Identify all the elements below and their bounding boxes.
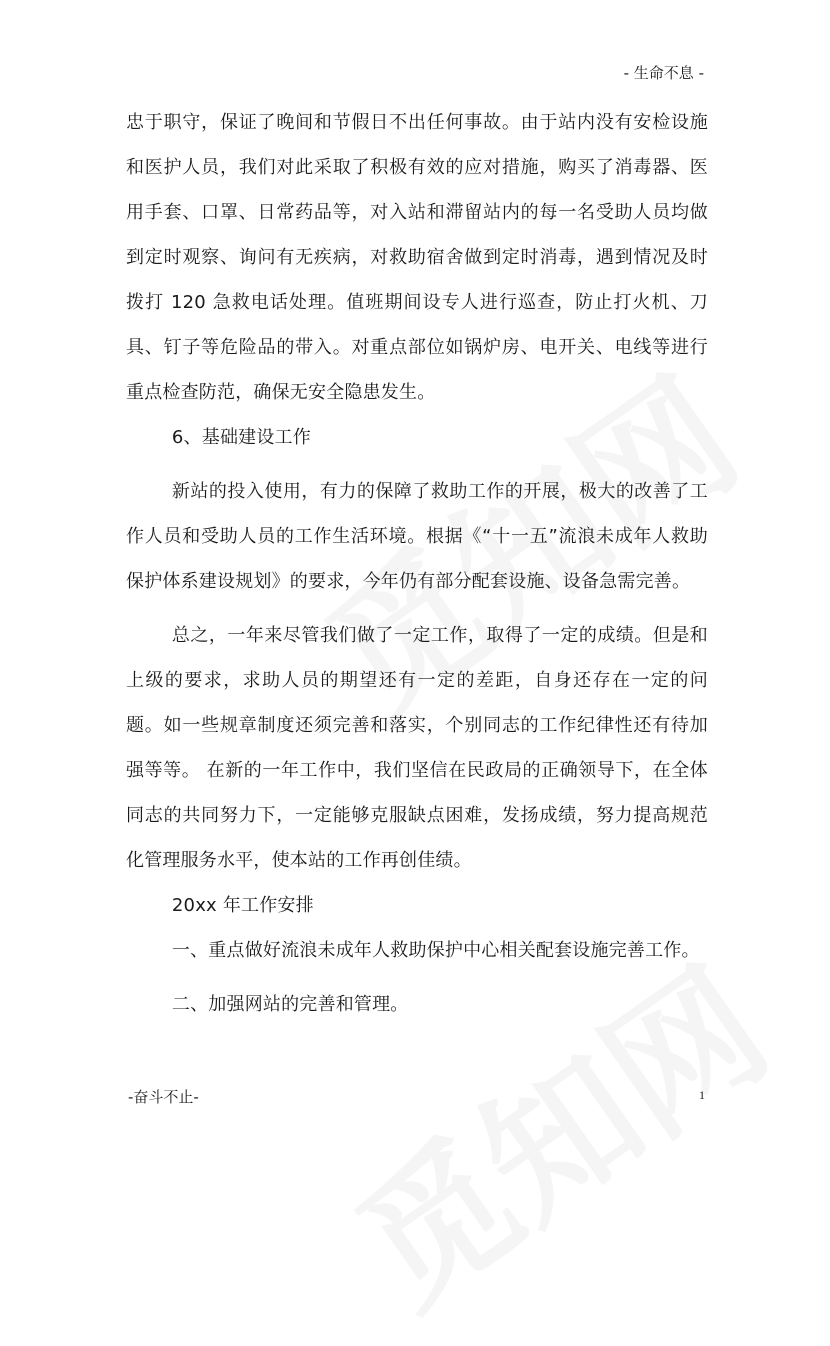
paragraph-summary: 总之，一年来尽管我们做了一定工作，取得了一定的成绩。但是和上级的要求，求助人员的期望还有一定的差距，自身还存在一定的问题。如一些规章制度还须完善和落实，个别同志的工作纪律性还有待加强等等。 在新的一年工作中，我们坚信在民政局的正确领导下，在全体同志的共同努力下，一定能够克服缺点困难，发扬成绩，努力提高规范化管理服务水平，使本站的工作再创佳绩。 (126, 625, 708, 871)
footer-motto: -奋斗不止- (128, 1088, 199, 1106)
page-number: 1 (699, 1088, 705, 1102)
plan-item-1: 一、重点做好流浪未成年人救助保护中心相关配套设施完善工作。 (171, 940, 700, 961)
section-heading-work-plan: 20xx 年工作安排 (171, 895, 314, 916)
section-heading-infrastructure: 6、基础建设工作 (171, 427, 311, 448)
header-motto: - 生命不息 - (623, 64, 704, 82)
document-body (126, 100, 708, 1027)
plan-item-2: 二、加强网站的完善和管理。 (171, 994, 409, 1015)
paragraph-safety-measures: 忠于职守，保证了晚间和节假日不出任何事故。由于站内没有安检设施和医护人员，我们对此采取了积极有效的应对措施，购买了消毒器、医用手套、口罩、日常药品等，对入站和滞留站内的每一名受助人员均做到定时观察、询问有无疾病，对救助宿舍做到定时消毒，遇到情况及时拨打 120 急救电话处理。值班期间设专人进行巡查，防止打火机、刀具、钉子等危险品的带入。对重点部位如锅炉房、电开关、电线等进行重点检查防范，确保无安全隐患发生。 (126, 112, 708, 403)
paragraph-infrastructure: 新站的投入使用，有力的保障了救助工作的开展，极大的改善了工作人员和受助人员的工作生活环境。根据《“十一五”流浪未成年人救助保护体系建设规划》的要求，今年仍有部分配套设施、设备急需完善。 (126, 481, 708, 592)
